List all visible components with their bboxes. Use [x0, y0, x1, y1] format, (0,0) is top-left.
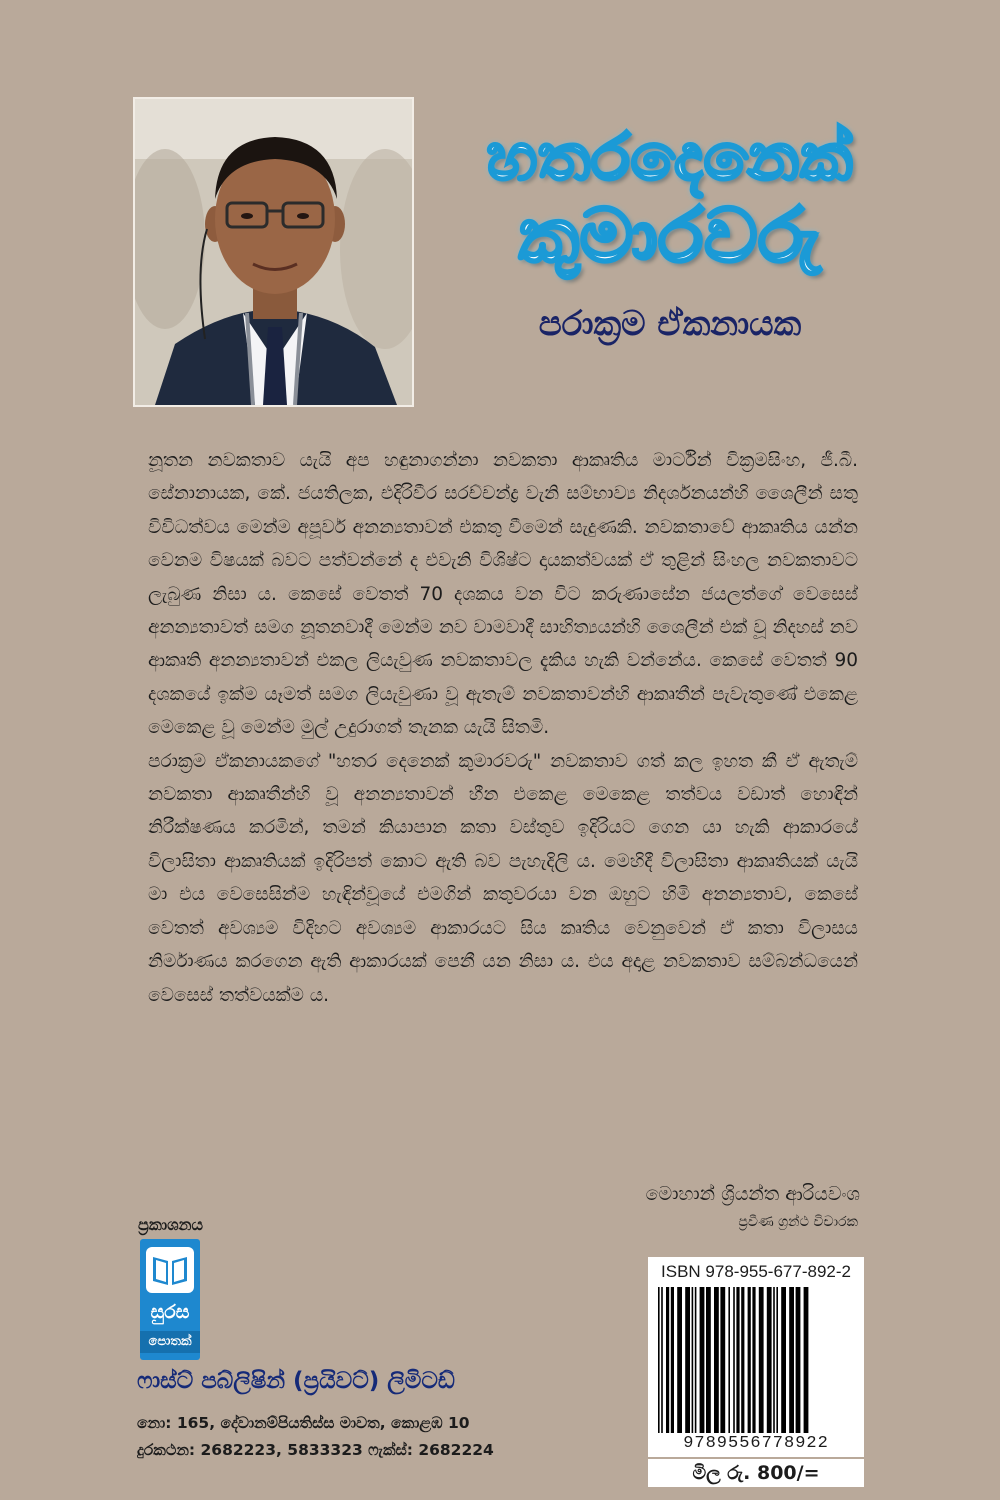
back-cover-blurb: [148, 444, 858, 1012]
barcode-bar: [692, 1287, 694, 1433]
barcode-bar: [677, 1287, 682, 1433]
blurb-paragraph: පරාක්‍රම ඒකනායකගේ "හතර දෙනෙක් කුමාරවරු" නවකතාව ගත් කල ඉහත කී ඒ ඇතැම් නවකතා ආකෘතීන්හි වූ අනන්‍යතාවන් හීන එකෙළ මෙකෙළ තත්වය වඩාත් හොඳින් නිරීක්ෂණය කරමින්, තමන් කියාපාන කතා වස්තුව ඉදිරියට ගෙන යා හැකි ආකාරයේ විලාසිතා ආකෘතියක් ඉදිරිපත් කොට ඇති බව පැහැදිලි ය. මෙහිදී විලාසිතා ආකෘතියක් යැයි මා එය වෙසෙසින්ම හැඳින්වූයේ එමගින් කතුවරයා වන ඔහුට හිමි අනන්‍යතාව, කෙසේ වෙතත් අවශ්‍යම විදිහට අවශ්‍යම ආකාරයට සිය කෘතිය වෙනුවෙන් ඒ කතා විලාසය නිර්මාණය කරගෙන ඇති ආකාරයක් පෙනී යන නිසා ය. එය අදාළ නවකතාව සම්බන්ධයෙන් වෙසෙස් තත්වයක්ම ය.: [148, 750, 858, 1006]
price-label: මිල රු. 800/=: [648, 1459, 864, 1487]
publisher-address: නො: 165, දේවානම්පියතිස්ස මාවත, කොළඹ 10: [137, 1414, 470, 1432]
barcode-bar: [700, 1287, 705, 1433]
barcode-bar: [736, 1287, 739, 1433]
barcode-bar: [658, 1287, 660, 1433]
barcode-bar: [748, 1287, 751, 1433]
logo-subtitle: පොතක්: [140, 1331, 200, 1353]
barcode-bar: [741, 1287, 744, 1433]
author-photo: [133, 97, 414, 407]
barcode-bar: [767, 1287, 772, 1433]
reviewer-name: මොහාන් ශ්‍රියන්ත ආරියවංශ: [645, 1183, 860, 1205]
barcode-bar: [773, 1287, 775, 1433]
blurb-paragraph: නූතන නවකතාව යැයි අප හඳුනාගන්නා නවකතා ආකෘතිය මාර්ටින් වික්‍රමසිංහ, ජී.බී. සේනානායක, කේ. ජයතිලක, එදිරිවීර සරච්චන්ද්‍ර වැනි සම්භාව්‍ය නිදර්ශනයන්හි ශෛලීන් සතු විවිධත්වය මෙන්ම අපූර්ව අනන්‍යතාවන් එකතු වීමෙන් සැදුණකි. නවකතාවේ ආකෘතිය යන්න වෙනම විෂයක් බවට පත්වන්නේ ද එවැනි විශිෂ්ට දායකත්වයක් ඒ තුළින් සිංහල නවකතාවට ලැබුණ නිසා ය. කෙසේ වෙතත් 70 දශකය වන විට කරුණාසේන ජයලත්ගේ වෙසෙස් අනන්‍යතාවත් සමග නූතනවාදී මෙන්ම නව වාමවාදී සාහිත්‍යයන්හි ශෛලීන් එක් වූ නිදහස් නව ආකෘති අනන්‍යතාවන් එකල ලියැවුණ නවකතාවල දැකිය හැකි වන්නේය. කෙසේ වෙතත් 90 දශකයේ ඉක්ම යෑමත් සමග ලියැවුණා වූ ඇතැම් නවකතාවන්හි ආකෘතීන් පැවැතුණේ එකෙළ මෙකෙළ වූ මෙන්ම මුල් උදුරාගත් තැනක යැයි සිතමි.: [148, 450, 858, 739]
isbn-barcode: [648, 1257, 864, 1457]
barcode-bar: [720, 1287, 725, 1433]
barcode-bar: [661, 1287, 663, 1433]
book-title-line-2: කුමාරවරු: [518, 193, 822, 279]
barcode-bar: [776, 1287, 778, 1433]
barcode-bar: [733, 1287, 735, 1433]
barcode-bar: [789, 1287, 794, 1433]
barcode-bar: [714, 1287, 719, 1433]
barcode-digits: 9789556778922: [683, 1434, 829, 1453]
book-title-line-1: හතරදෙනෙක්: [486, 121, 854, 195]
barcode-bar: [666, 1287, 669, 1433]
barcode-bar: [728, 1287, 730, 1433]
barcode-bar: [685, 1287, 690, 1433]
barcode-bar: [796, 1287, 801, 1433]
publication-heading: ප්‍රකාශනය: [138, 1215, 204, 1234]
barcode-bar: [804, 1287, 809, 1433]
publisher-logo: [140, 1239, 200, 1360]
reviewer-role: ප්‍රවීණ ග්‍රන්ථ විචාරක: [738, 1214, 858, 1230]
barcode-bar: [781, 1287, 786, 1433]
logo-name: සුරස: [150, 1301, 190, 1323]
barcode-bars: [656, 1287, 856, 1433]
author-name: පරාක්‍රම ඒකනායක: [538, 304, 802, 344]
publisher-phone: දුරකථන: 2682223, 5833323 ෆැක්ස්: 2682224: [137, 1441, 494, 1459]
publisher-name: ෆාස්ට් පබ්ලිෂින් (ප්‍රයිවට්) ලිමිටඩ්: [137, 1368, 455, 1394]
barcode-bar: [759, 1287, 764, 1433]
barcode-bar: [671, 1287, 674, 1433]
barcode-bar: [695, 1287, 697, 1433]
barcode-bar: [706, 1287, 711, 1433]
barcode-bar: [752, 1287, 755, 1433]
open-book-icon: [140, 1239, 200, 1299]
isbn-label: ISBN 978-955-677-892-2: [661, 1262, 851, 1281]
